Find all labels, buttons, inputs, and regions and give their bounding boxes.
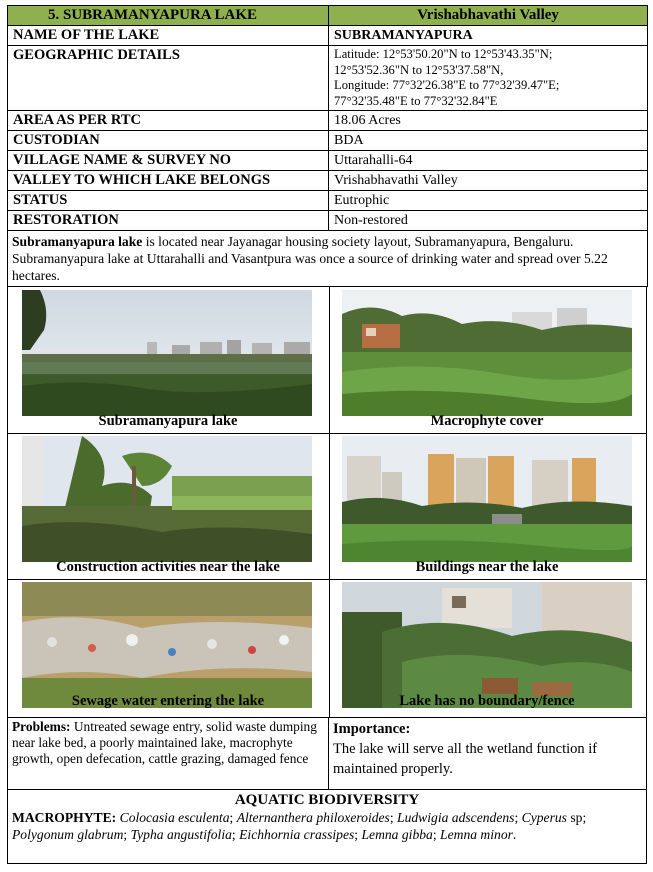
- details-row: [8, 111, 648, 131]
- problems-label: Problems:: [12, 719, 71, 734]
- geo-row: [8, 46, 648, 111]
- problems-cell: [8, 718, 329, 789]
- geo-line: Latitude: 12°53'50.20"N to 12°53'43.35"N;: [334, 47, 553, 61]
- detail-value: Non-restored: [329, 211, 648, 231]
- sewage-photo: [22, 582, 312, 708]
- geo-value: [329, 46, 648, 111]
- photo-caption: Buildings near the lake: [415, 559, 559, 575]
- description-text: is located near Jayanagar housing society layout, Subramanyapura, Bengaluru. Subramanyapura lake at Uttarahalli and Vasantpura was once a source of drinking water and spread over 5.22 hectares.: [12, 234, 608, 283]
- aquatic-biodiversity: [7, 790, 647, 864]
- details-row: [8, 151, 648, 171]
- species: Lemna minor: [440, 827, 513, 842]
- detail-label: VALLEY TO WHICH LAKE BELONGS: [8, 171, 329, 191]
- details-row: [8, 171, 648, 191]
- photo-grid: [7, 287, 647, 718]
- macrophyte-list: MACROPHYTE: Colocasia esculenta; Alternanthera philoxeroides; Ludwigia adscendens; Cyperus sp; Polygonum glabrum; Typha angustifolia; Eichhornia crassipes; Lemna gibba; Lemna minor.: [12, 810, 587, 842]
- buildings-photo: [342, 436, 632, 562]
- species-suffix: sp: [566, 810, 583, 825]
- detail-label: RESTORATION: [8, 211, 329, 231]
- detail-value: Uttarahalli-64: [329, 151, 648, 171]
- geo-line: 77°32'35.48"E to 77°32'32.84"E: [334, 93, 498, 108]
- geo-line: Longitude: 77°32'26.38"E to 77°32'39.47"E;: [334, 78, 560, 92]
- description-lead: Subramanyapura lake: [12, 234, 143, 249]
- lake-title: 5. SUBRAMANYAPURA LAKE: [8, 6, 329, 26]
- species: Colocasia esculenta: [119, 810, 230, 825]
- details-row: [8, 211, 648, 231]
- detail-value: 18.06 Acres: [329, 111, 648, 131]
- species: Ludwigia adscendens: [397, 810, 515, 825]
- species: Polygonum glabrum: [12, 827, 124, 842]
- species: Cyperus: [521, 810, 567, 825]
- macrophyte-photo: [342, 290, 632, 416]
- detail-label: VILLAGE NAME & SURVEY NO: [8, 151, 329, 171]
- fence-photo: [342, 582, 632, 708]
- species: Alternanthera philoxeroides: [236, 810, 390, 825]
- valley-title: Vrishabhavathi Valley: [329, 6, 648, 26]
- macrophyte-label: MACROPHYTE:: [12, 810, 117, 825]
- lake-datasheet: [7, 5, 647, 864]
- species: Lemna gibba: [361, 827, 433, 842]
- details-row: [8, 131, 648, 151]
- detail-value: Eutrophic: [329, 191, 648, 211]
- biodiversity-title: AQUATIC BIODIVERSITY: [234, 792, 420, 808]
- detail-label: NAME OF THE LAKE: [8, 26, 329, 46]
- detail-label: AREA AS PER RTC: [8, 111, 329, 131]
- problems-importance-row: [7, 718, 647, 790]
- detail-value: BDA: [329, 131, 648, 151]
- importance-cell: [329, 718, 646, 789]
- detail-value: SUBRAMANYAPURA: [329, 26, 648, 46]
- photo-caption: Lake has no boundary/fence: [399, 693, 575, 709]
- details-row: [8, 26, 648, 46]
- detail-label: STATUS: [8, 191, 329, 211]
- problems-text: Untreated sewage entry, solid waste dumping near lake bed, a poorly maintained lake, macrophyte growth, open defecation, cattle grazing, damaged fence: [12, 719, 317, 766]
- importance-label: Importance:: [333, 721, 411, 737]
- photo-caption: Subramanyapura lake: [98, 413, 238, 429]
- importance-text: The lake will serve all the wetland function if maintained properly.: [333, 741, 598, 777]
- description-row: [8, 231, 648, 287]
- detail-value: Vrishabhavathi Valley: [329, 171, 648, 191]
- photo-caption: Macrophyte cover: [430, 413, 544, 429]
- lake-details-table: [7, 5, 648, 287]
- construction-photo: [22, 436, 312, 562]
- lake-photo: [22, 290, 312, 416]
- details-row: [8, 191, 648, 211]
- detail-label: CUSTODIAN: [8, 131, 329, 151]
- photo-caption: Sewage water entering the lake: [71, 693, 265, 709]
- geo-label: GEOGRAPHIC DETAILS: [8, 46, 329, 111]
- header-row: [8, 6, 648, 26]
- species: Eichhornia crassipes: [239, 827, 355, 842]
- lake-description: [8, 231, 648, 287]
- photo-caption: Construction activities near the lake: [56, 559, 280, 575]
- species: Typha angustifolia: [130, 827, 232, 842]
- geo-line: 12°53'52.36"N to 12°53'37.58"N,: [334, 62, 504, 77]
